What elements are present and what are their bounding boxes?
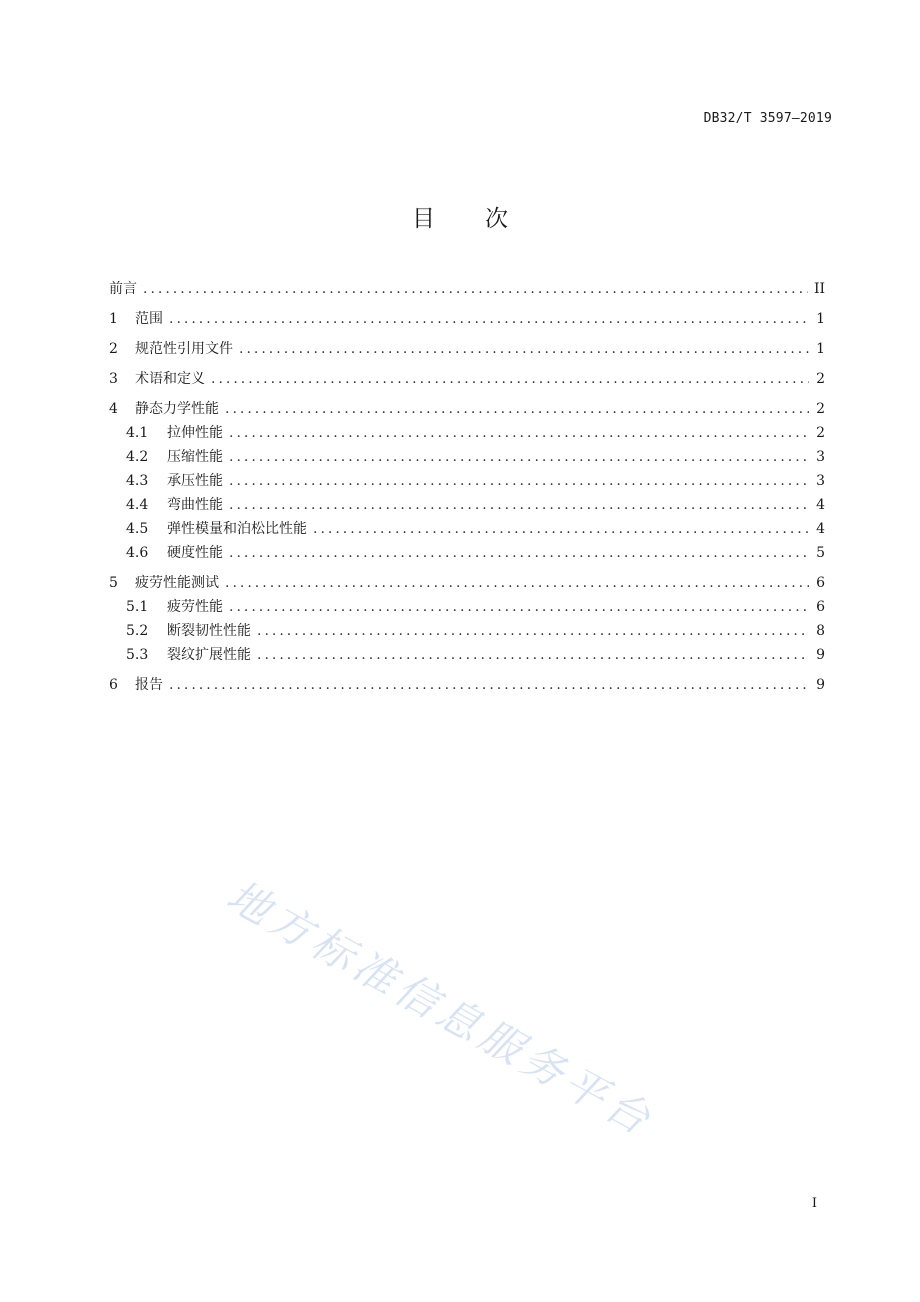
toc-entry-label: 裂纹扩展性能: [167, 647, 251, 663]
toc-entry-page: 9: [816, 647, 825, 663]
toc-entry-page: 3: [816, 449, 825, 465]
toc-entry-label: 弹性模量和泊松比性能: [167, 521, 307, 537]
toc-entry-page: 5: [816, 545, 825, 561]
toc-entry[interactable]: [109, 337, 825, 361]
toc-entry-number: 4.3: [126, 473, 149, 489]
toc-leader-dots: [229, 445, 809, 469]
toc-title-char-2: 次: [485, 206, 508, 232]
toc-leader-dots: [313, 517, 809, 541]
toc-title-char-1: 目: [412, 206, 435, 232]
toc-entry-page: 2: [816, 401, 825, 417]
toc-entry-label: 报告: [135, 677, 163, 693]
toc-entry[interactable]: [109, 595, 825, 619]
toc-leader-dots: [169, 307, 809, 331]
toc-entry[interactable]: [109, 277, 825, 301]
toc-entry-label: 静态力学性能: [135, 401, 219, 417]
toc-entry[interactable]: [109, 541, 825, 565]
toc-entry-label: 承压性能: [167, 473, 223, 489]
toc-entry-label: 压缩性能: [167, 449, 223, 465]
toc-entry-page: 4: [816, 521, 825, 537]
toc-entry[interactable]: [109, 307, 825, 331]
toc-entry-page: 1: [816, 311, 825, 327]
toc-entry-label: 术语和定义: [135, 371, 205, 387]
toc-entry-label: 拉伸性能: [167, 425, 223, 441]
toc-entry-label: 断裂韧性性能: [167, 623, 251, 639]
toc-entry-page: 2: [816, 425, 825, 441]
toc-entry-number: 4.1: [126, 425, 149, 441]
toc-leader-dots: [225, 397, 809, 421]
toc-entry-page: 3: [816, 473, 825, 489]
toc-leader-dots: [257, 619, 809, 643]
toc-entry-number: 3: [109, 371, 118, 387]
toc-entry-label: 硬度性能: [167, 545, 223, 561]
toc-entry-label: 疲劳性能: [167, 599, 223, 615]
table-of-contents: [109, 277, 825, 697]
toc-entry-page: 1: [816, 341, 825, 357]
toc-entry-label: 弯曲性能: [167, 497, 223, 513]
toc-entry-label: 前言: [109, 281, 137, 297]
toc-title: [0, 200, 920, 233]
toc-entry-number: 5: [109, 575, 118, 591]
toc-entry-page: 9: [816, 677, 825, 693]
toc-leader-dots: [169, 673, 809, 697]
toc-leader-dots: [239, 337, 809, 361]
toc-leader-dots: [229, 595, 809, 619]
toc-entry-page: 6: [816, 575, 825, 591]
toc-entry-number: 1: [109, 311, 118, 327]
toc-leader-dots: [211, 367, 809, 391]
toc-leader-dots: [229, 421, 809, 445]
toc-entry[interactable]: [109, 367, 825, 391]
toc-leader-dots: [225, 571, 809, 595]
toc-entry-label: 疲劳性能测试: [135, 575, 219, 591]
toc-entry-number: 4: [109, 401, 118, 417]
document-code: DB32/T 3597—2019: [703, 111, 832, 126]
toc-entry[interactable]: [109, 421, 825, 445]
watermark: 地方标准信息服务平台: [218, 870, 663, 1147]
toc-entry-label: 范围: [135, 311, 163, 327]
toc-entry-number: 5.3: [126, 647, 149, 663]
toc-leader-dots: [257, 643, 809, 667]
toc-entry[interactable]: [109, 493, 825, 517]
toc-entry-number: 5.2: [126, 623, 149, 639]
toc-entry[interactable]: [109, 643, 825, 667]
toc-entry-number: 5.1: [126, 599, 149, 615]
toc-entry[interactable]: [109, 571, 825, 595]
toc-leader-dots: [143, 277, 808, 301]
toc-leader-dots: [229, 541, 809, 565]
toc-entry-page: 2: [816, 371, 825, 387]
toc-entry[interactable]: [109, 673, 825, 697]
toc-entry[interactable]: [109, 397, 825, 421]
toc-entry-page: II: [813, 281, 825, 297]
page-number: I: [811, 1196, 817, 1211]
toc-entry-number: 6: [109, 677, 118, 693]
toc-entry[interactable]: [109, 445, 825, 469]
toc-entry-number: 4.5: [126, 521, 149, 537]
toc-entry-number: 2: [109, 341, 118, 357]
toc-leader-dots: [229, 469, 809, 493]
toc-entry[interactable]: [109, 517, 825, 541]
toc-entry-number: 4.4: [126, 497, 149, 513]
toc-leader-dots: [229, 493, 809, 517]
toc-entry[interactable]: [109, 469, 825, 493]
toc-entry[interactable]: [109, 619, 825, 643]
toc-entry-number: 4.6: [126, 545, 149, 561]
toc-entry-number: 4.2: [126, 449, 149, 465]
toc-entry-page: 6: [816, 599, 825, 615]
toc-entry-page: 8: [816, 623, 825, 639]
toc-entry-label: 规范性引用文件: [135, 341, 233, 357]
toc-entry-page: 4: [816, 497, 825, 513]
